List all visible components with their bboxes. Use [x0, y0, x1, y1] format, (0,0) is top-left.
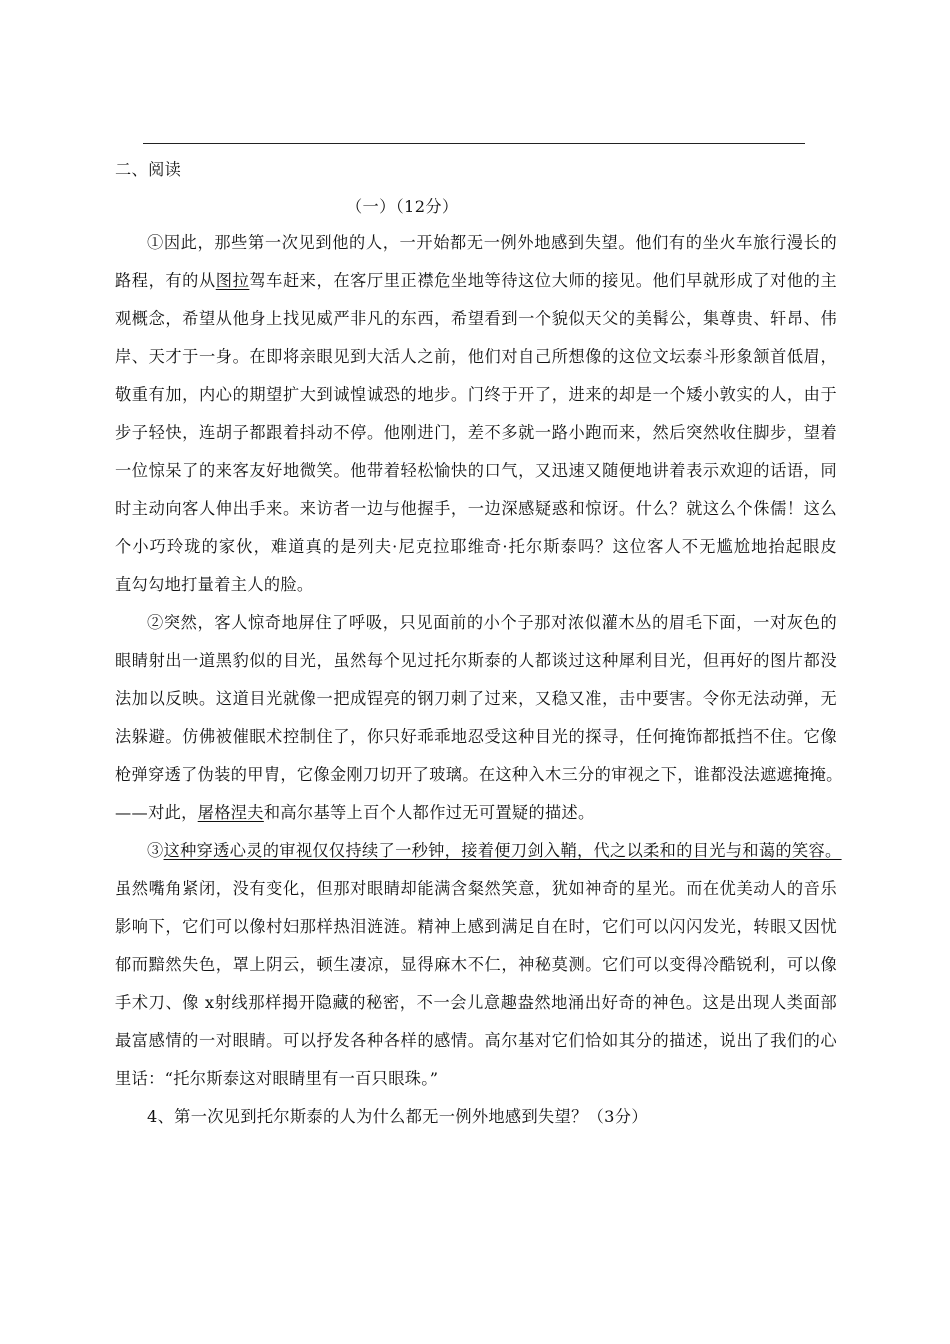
- paragraph-line: [115, 270, 837, 292]
- passage-subtitle: （一）（12分）: [346, 197, 459, 216]
- paragraph-line: ①因此，那些第一次见到他的人，一开始都无一例外地感到失望。他们有的坐火车旅行漫长的: [147, 233, 837, 252]
- section-title: 二、阅读: [115, 160, 182, 179]
- paragraph-line: 眼睛射出一道黑豹似的目光，虽然每个见过托尔斯泰的人都谈过这种犀利目光，但再好的图片都没: [115, 651, 837, 670]
- text-run: 和高尔基等上百个人都作过无可置疑的描述。: [263, 803, 595, 822]
- paragraph-line: 虽然嘴角紧闭，没有变化，但那对眼睛却能满含粲然笑意，犹如神奇的星光。而在优美动人的音乐: [115, 879, 837, 898]
- paragraph-line: 法躲避。仿佛被催眠术控制住了，你只好乖乖地忍受这种目光的探寻，任何掩饰都抵挡不住。它像: [115, 727, 837, 746]
- paragraph-line: 法加以反映。这道目光就像一把成锃亮的钢刀刺了过来，又稳又准，击中要害。令你无法动弹，无: [115, 689, 837, 708]
- paragraph-line: 影响下，它们可以像村妇那样热泪涟涟。精神上感到满足自在时，它们可以闪闪发光，转眼又因忧: [115, 917, 837, 936]
- paragraph-line: 时主动向客人伸出手来。来访者一边与他握手，一边深感疑惑和惊讶。什么？就这么个侏儒！这么: [115, 499, 837, 518]
- paragraph-line: ②突然，客人惊奇地屏住了呼吸，只见面前的小个子那对浓似灌木丛的眉毛下面，一对灰色的: [147, 613, 837, 632]
- text-run: 路程，有的从: [115, 271, 216, 290]
- paragraph-line: 直勾勾地打量着主人的脸。: [115, 575, 314, 594]
- underlined-term-tula: 图拉: [215, 271, 250, 290]
- paragraph-line: 枪弹穿透了伪装的甲胄，它像金刚刀切开了玻璃。在这种入木三分的审视之下，谁都没法遮遮掩掩。: [115, 765, 843, 784]
- text-run: ③: [147, 841, 164, 860]
- paragraph-line: 观概念，希望从他身上找见威严非凡的东西，希望看到一个貌似天父的美髯公，集尊贵、轩昂、伟: [115, 309, 837, 328]
- question-4: 4、第一次见到托尔斯泰的人为什么都无一例外地感到失望？（3分）: [147, 1107, 648, 1126]
- paragraph-line: [147, 840, 842, 862]
- paragraph-line: 最富感情的一对眼睛。可以抒发各种各样的感情。高尔基对它们恰如其分的描述，说出了我们的心: [115, 1031, 837, 1050]
- text-run: 驾车赶来，在客厅里正襟危坐地等待这位大师的接见。他们早就形成了对他的主: [249, 271, 837, 290]
- paragraph-line: 手术刀、像 x射线那样揭开隐藏的秘密，不一会儿意趣盎然地涌出好奇的神色。这是出现人类面部: [115, 993, 837, 1012]
- paragraph-line: 步子轻快，连胡子都跟着抖动不停。他刚进门，差不多就一路小跑而来，然后突然收住脚步，望着: [115, 423, 837, 442]
- underlined-sentence: 这种穿透心灵的审视仅仅持续了一秒钟，接着便刀剑入鞘，代之以柔和的目光与和蔼的笑容。: [163, 841, 842, 860]
- paragraph-line: 敬重有加，内心的期望扩大到诚惶诚恐的地步。门终于开了，进来的却是一个矮小敦实的人，由于: [115, 385, 837, 404]
- paragraph-line: 里话：“托尔斯泰这对眼睛里有一百只眼珠。”: [115, 1069, 439, 1088]
- underlined-term-turgenev: 屠格涅夫: [197, 803, 264, 822]
- paragraph-line: 个小巧玲珑的家伙，难道真的是列夫·尼克拉耶维奇·托尔斯泰吗？这位客人不无尴尬地抬起眼皮: [115, 537, 837, 556]
- paragraph-line: [115, 802, 837, 824]
- paragraph-line: 郁而黯然失色，罩上阴云，顿生凄凉，显得麻木不仁，神秘莫测。它们可以变得冷酷锐利，可以像: [115, 955, 837, 974]
- text-run: ——对此，: [115, 803, 198, 822]
- paragraph-line: 岸、天才于一身。在即将亲眼见到大活人之前，他们对自己所想像的这位文坛泰斗形象颔首低眉，: [115, 347, 837, 366]
- paragraph-line: 一位惊呆了的来客友好地微笑。他带着轻松愉快的口气，又迅速又随便地讲着表示欢迎的话语，同: [115, 461, 837, 480]
- top-horizontal-rule: [143, 143, 805, 144]
